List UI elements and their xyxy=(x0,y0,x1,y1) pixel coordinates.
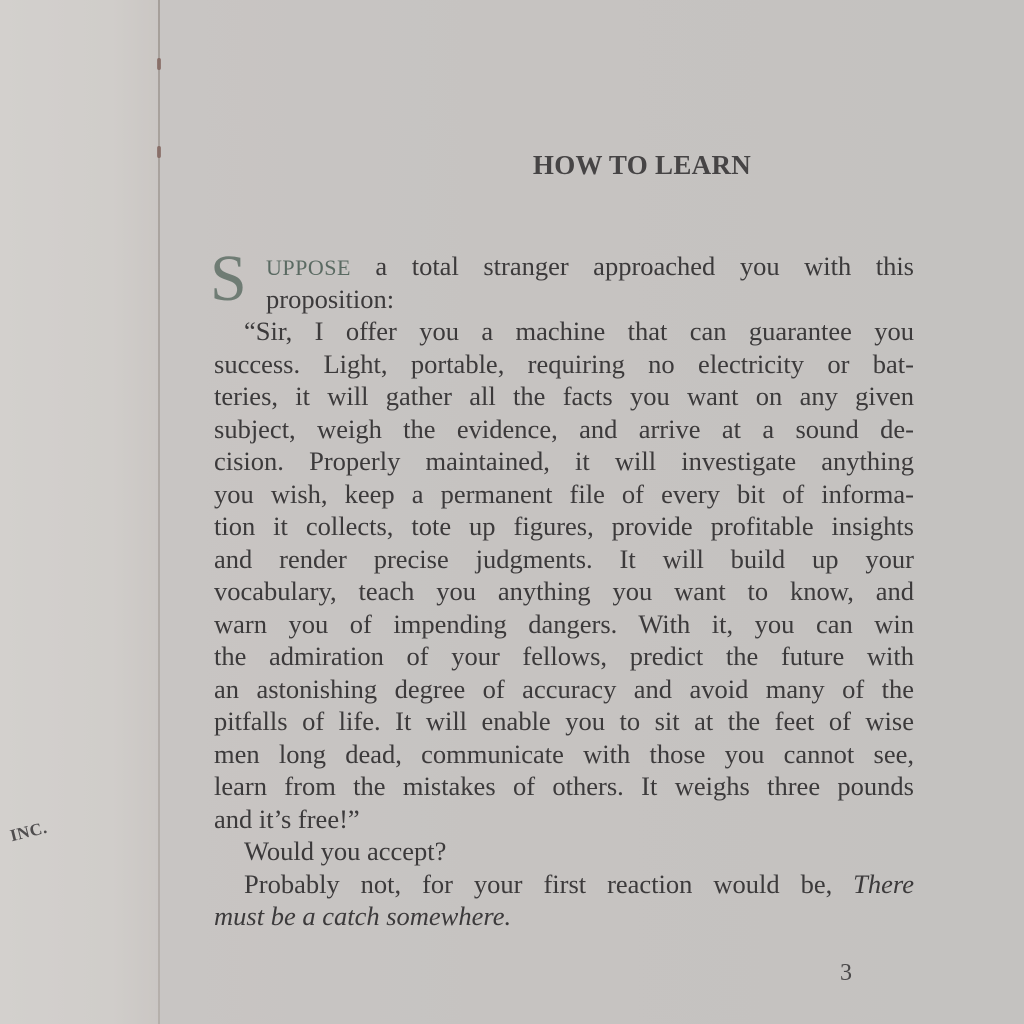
opening-small-caps: UPPOSE xyxy=(266,255,351,280)
text-line: pitfalls of life. It will enable you to sit at the feet of wise xyxy=(214,706,914,736)
text-line: Would you accept? xyxy=(244,836,447,866)
text-line: proposition: xyxy=(266,283,395,314)
text-line: tion it collects, tote up figures, provide profitable insights xyxy=(214,511,914,541)
text-line: the admiration of your fellows, predict the future with xyxy=(214,641,914,671)
page-number: 3 xyxy=(840,960,852,986)
text-line: warn you of impending dangers. With it, you can win xyxy=(214,608,914,639)
text-line xyxy=(214,250,914,283)
text-line: an astonishing degree of accuracy and avoid many of the xyxy=(214,673,914,704)
text-line: you wish, keep a permanent file of every bit of informa- xyxy=(214,478,914,509)
text-line: men long dead, communicate with those you cannot see, xyxy=(214,738,914,769)
body-text xyxy=(210,242,915,933)
text-line: subject, weigh the evidence, and arrive at a sound de- xyxy=(214,413,914,444)
text-line-content: a total stranger approached you with this xyxy=(350,251,914,281)
text-line: learn from the mistakes of others. It weighs three pounds xyxy=(214,771,914,801)
text-line: “Sir, I offer you a machine that can guarantee you xyxy=(244,316,914,346)
text-line: vocabulary, teach you anything you want to know, and xyxy=(214,576,914,606)
imprint-fragment: INC. xyxy=(8,817,50,846)
text-line: success. Light, portable, requiring no electricity or bat- xyxy=(214,348,914,379)
drop-cap: S xyxy=(210,242,247,315)
text-line: and render precise judgments. It will build up your xyxy=(214,543,914,574)
left-page xyxy=(0,0,160,1024)
text-line xyxy=(214,868,914,901)
text-line: and it’s free!” xyxy=(214,803,360,834)
binding-stitch xyxy=(157,146,161,158)
text-line-content: Probably not, for your first reaction would be, xyxy=(244,868,833,899)
text-line-italic: must be a catch somewhere. xyxy=(214,901,512,931)
binding-stitch xyxy=(157,58,161,70)
text-line: teries, it will gather all the facts you want on any given xyxy=(214,381,914,411)
chapter-title-text: HOW TO LEARN xyxy=(532,150,752,180)
chapter-title xyxy=(210,150,1024,181)
text-line: cision. Properly maintained, it will investigate anything xyxy=(214,446,914,476)
italic-text: There xyxy=(853,868,915,899)
